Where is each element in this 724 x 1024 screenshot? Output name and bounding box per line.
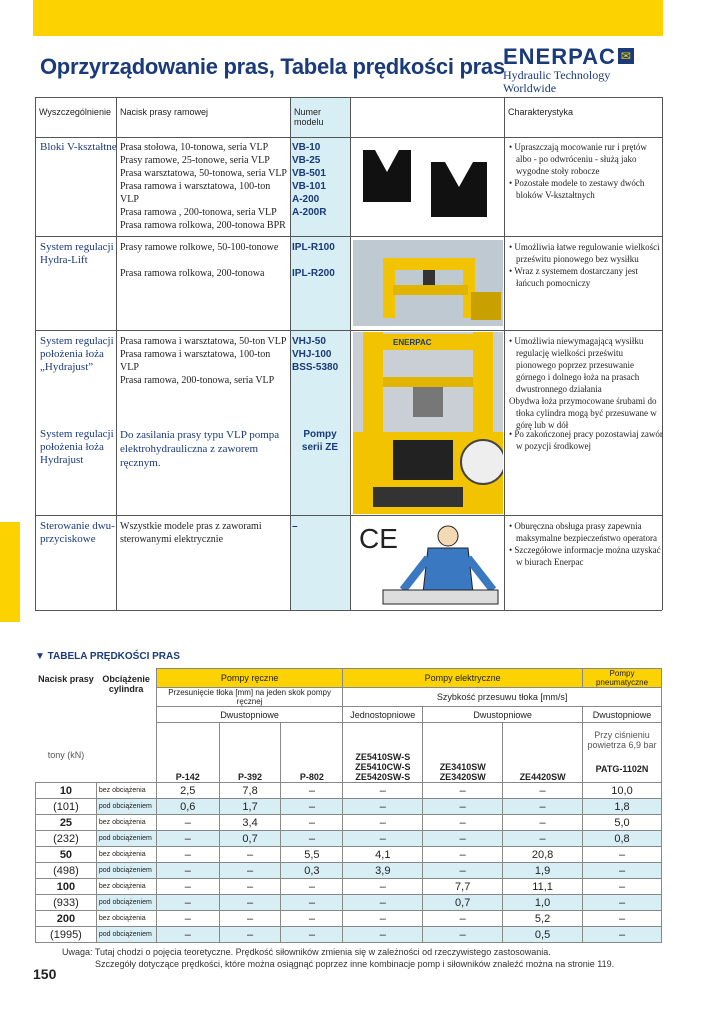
speed-value: 1,9 (503, 863, 583, 879)
table-row (36, 815, 662, 831)
header-model: Numer modelu (294, 107, 324, 127)
speed-value: – (583, 879, 662, 895)
svg-text:ENERPAC: ENERPAC (393, 338, 432, 347)
speed-value: 0,7 (423, 895, 503, 911)
notes: Uwaga: Tutaj chodzi o pojęcia teoretyczne. Prędkość siłowników zmienia się w zależności od rzeczywistego zastosowania. Szczegóły dotyczące prędkości, które można osiągnąć poprzez inne kombinacje pomp i siłowników znaleźć można na stronie 119. (62, 947, 615, 969)
speed-value: – (423, 815, 503, 831)
hydrajust-press-image (353, 332, 503, 514)
press-list: Wszystkie modele pras z zaworami sterowanymi elektrycznie (120, 521, 262, 545)
speed-value: – (583, 863, 662, 879)
model-list: – (292, 521, 298, 532)
press-tonnage: 25 (36, 815, 97, 831)
table-row (36, 927, 662, 943)
speed-value: – (156, 911, 219, 927)
table-row (36, 847, 662, 863)
speed-value: – (583, 847, 662, 863)
speed-value: 11,1 (503, 879, 583, 895)
speed-value: 1,7 (219, 799, 281, 815)
type-electric-double: Dwustopniowe (423, 707, 583, 723)
speed-value: – (219, 895, 281, 911)
group-electric: Pompy elektryczne (343, 669, 583, 688)
row-name: System regulacji położenia łoża „Hydrajust” (40, 335, 114, 373)
press-tonnage: 50 (36, 847, 97, 863)
label-no-load: bez obciążenia (96, 879, 156, 895)
speed-value: – (281, 879, 343, 895)
char-list: • Upraszczają mocowanie rur i prętów albo - po odwróceniu - służą jako wygodne stoły robocze • Pozostałe modele to zestawy dwóch bloków V-kształtnych (509, 142, 647, 200)
speed-value: – (281, 831, 343, 847)
speed-value: – (156, 927, 219, 943)
group-manual: Pompy ręczne (156, 669, 342, 688)
speed-value: – (156, 895, 219, 911)
speed-value: 0,6 (156, 799, 219, 815)
table-row (36, 863, 662, 879)
speed-value: – (423, 847, 503, 863)
press-tonnage: 200 (36, 911, 97, 927)
logo-name: ENERPAC (503, 44, 616, 69)
group-pneumatic: Pompy pneumatyczne (583, 669, 662, 688)
speed-value: 3,4 (219, 815, 281, 831)
speed-value: 2,5 (156, 783, 219, 799)
model-list: IPL-R100 IPL-R200 (292, 242, 335, 279)
press-kn: (498) (36, 863, 97, 879)
speed-value: – (583, 927, 662, 943)
press-kn: (1995) (36, 927, 97, 943)
sub-speed: Szybkość przesuwu tłoka [mm/s] (343, 688, 662, 707)
speed-value: 7,7 (423, 879, 503, 895)
speed-value: – (503, 799, 583, 815)
label-with-load: pod obciążeniem (96, 895, 156, 911)
char-list: • Po zakończonej pracy pozostawiaj zawór w pozycji środkowej (509, 429, 663, 451)
type-manual: Dwustopniowe (156, 707, 342, 723)
speed-value: – (343, 799, 423, 815)
speed-value: – (281, 815, 343, 831)
sub-manual: Przesunięcie tłoka [mm] na jeden skok pompy ręcznej (156, 688, 342, 707)
speed-value: – (156, 831, 219, 847)
speed-value: – (156, 847, 219, 863)
speed-value: – (219, 863, 281, 879)
speed-value: – (503, 783, 583, 799)
table-row (36, 895, 662, 911)
model-ze3410: ZE3410SW ZE3420SW (423, 723, 503, 783)
speed-value: 0,3 (281, 863, 343, 879)
speed-value: 5,0 (583, 815, 662, 831)
row-name: Bloki V-kształtne (40, 141, 117, 153)
speed-value: – (503, 831, 583, 847)
header-press: Nacisk prasy ramowej (120, 107, 209, 117)
speed-value: 5,5 (281, 847, 343, 863)
logo-tagline: Hydraulic Technology Worldwide (503, 68, 611, 95)
speed-value: 1,8 (583, 799, 662, 815)
hydra-lift-image (353, 240, 503, 326)
label-with-load: pod obciążeniem (96, 831, 156, 847)
row-name: Sterowanie dwu-przyciskowe (40, 520, 115, 545)
speed-value: – (343, 895, 423, 911)
type-pneumatic: Dwustopniowe (583, 707, 662, 723)
speed-value: – (423, 863, 503, 879)
speed-value: 7,8 (219, 783, 281, 799)
char-list: • Umożliwia niewymagającą wysiłku regulację wielkości prześwitu pionowego poprzez przesuwanie górnego i dolnego łoża na prasach dwustronnego działania Obydwa łoża przymocowane śrubami do tłoka cylindra mogą być przesuwane w górę lub w dół (509, 336, 657, 430)
label-no-load: bez obciążenia (96, 815, 156, 831)
label-no-load: bez obciążenia (96, 911, 156, 927)
speed-value: – (423, 831, 503, 847)
speed-value: – (423, 927, 503, 943)
speed-value: – (343, 927, 423, 943)
char-list: • Oburęczna obsługa prasy zapewnia maksymalne bezpieczeństwo operatora • Szczegółowe informacje można uzyskać w biurach Enerpac (509, 521, 661, 567)
model-list: Pompy serii ZE (301, 429, 339, 453)
char-list: • Umożliwia łatwe regulowanie wielkości prześwitu pionowego bez wysiłku • Wraz z systemem dostarczany jest łańcuch pomocniczy (509, 242, 660, 288)
press-kn: (101) (36, 799, 97, 815)
speed-value: 5,2 (503, 911, 583, 927)
model-list: VB-10 VB-25 VB-501 VB-101 A-200 A-200R (292, 142, 327, 218)
speed-value: – (583, 911, 662, 927)
speed-value: – (343, 783, 423, 799)
section-tab (0, 522, 20, 622)
speed-value: – (219, 879, 281, 895)
header-char: Charakterystyka (508, 107, 574, 117)
press-kn: (933) (36, 895, 97, 911)
speed-value: – (156, 879, 219, 895)
speed-value: – (343, 879, 423, 895)
speed-value: – (343, 815, 423, 831)
speed-value: – (583, 895, 662, 911)
v-block-image (353, 142, 503, 230)
speed-value: – (423, 911, 503, 927)
speed-value: – (343, 831, 423, 847)
row-name: System regulacji Hydra-Lift (40, 241, 114, 266)
enerpac-logo (503, 44, 663, 95)
press-list: Prasa stołowa, 10-tonowa, seria VLP Prasy ramowe, 25-tonowe, seria VLP Prasa warsztatowa, 50-tonowa, seria VLP Prasa ramowa i warsztatowa, 100-ton VLP Prasa ramowa , 200-tonowa, seria VLP Prasa ramowa rolkowa, 200-tonowa BPR (120, 142, 287, 231)
model-p142: P-142 (156, 723, 219, 783)
col-load: Obciążenie cylindra (102, 673, 150, 694)
speed-value: – (281, 911, 343, 927)
model-patg: PATG-1102N (583, 756, 662, 782)
model-ze5410: ZE5410SW-S ZE5410CW-S ZE5420SW-S (343, 723, 423, 783)
row-name: System regulacji położenia łoża Hydrajust (40, 428, 114, 466)
label-with-load: pod obciążeniem (96, 927, 156, 943)
table-row (36, 911, 662, 927)
two-hand-control-image (353, 518, 503, 608)
speed-value: 1,0 (503, 895, 583, 911)
page-number: 150 (33, 966, 57, 982)
model-p802: P-802 (281, 723, 343, 783)
speed-table-title: ▼ TABELA PRĘDKOŚCI PRAS (35, 651, 180, 662)
speed-table (35, 668, 662, 943)
speed-value: 20,8 (503, 847, 583, 863)
label-with-load: pod obciążeniem (96, 863, 156, 879)
label-with-load: pod obciążeniem (96, 799, 156, 815)
speed-value: – (503, 815, 583, 831)
table-row (36, 831, 662, 847)
model-ze4420: ZE4420SW (503, 723, 583, 783)
speed-value: – (156, 863, 219, 879)
model-list: VHJ-50 VHJ-100 BSS-5380 (292, 336, 339, 373)
page-title: Oprzyrządowanie pras, Tabela prędkości pras (40, 54, 505, 79)
speed-value: – (281, 895, 343, 911)
speed-value: 10,0 (583, 783, 662, 799)
press-kn: (232) (36, 831, 97, 847)
speed-value: 0,5 (503, 927, 583, 943)
speed-value: 4,1 (343, 847, 423, 863)
header-feature: Wyszczególnienie (39, 107, 111, 117)
speed-value: – (156, 815, 219, 831)
label-no-load: bez obciążenia (96, 847, 156, 863)
speed-value: – (343, 911, 423, 927)
table-row (36, 879, 662, 895)
type-single: Jednostopniowe (343, 707, 423, 723)
model-p392: P-392 (219, 723, 281, 783)
speed-value: – (423, 799, 503, 815)
press-tonnage: 100 (36, 879, 97, 895)
speed-value: – (281, 799, 343, 815)
press-tonnage: 10 (36, 783, 97, 799)
speed-value: – (219, 911, 281, 927)
top-color-bar (33, 0, 663, 36)
press-list: Prasy ramowe rolkowe, 50-100-tonowe Prasa ramowa rolkowa, 200-tonowa (120, 242, 279, 279)
col-press: Nacisk prasy tony (kN) (38, 673, 94, 760)
ce-mark-icon: CE (359, 523, 398, 554)
press-list: Prasa ramowa i warsztatowa, 50-ton VLP Prasa ramowa i warsztatowa, 100-ton VLP Prasa ramowa, 200-tonowa, seria VLP (120, 336, 287, 386)
table-row (36, 783, 662, 799)
speed-value: – (219, 927, 281, 943)
speed-value: 0,7 (219, 831, 281, 847)
speed-value: 0,8 (583, 831, 662, 847)
speed-value: – (281, 927, 343, 943)
pneu-note: Przy ciśnieniu powietrza 6,9 bar (583, 723, 662, 757)
table-row (36, 799, 662, 815)
speed-value: 3,9 (343, 863, 423, 879)
speed-value: – (423, 783, 503, 799)
speed-value: – (281, 783, 343, 799)
label-no-load: bez obciążenia (96, 783, 156, 799)
logo-mark-icon: ✉ (618, 48, 634, 64)
speed-value: – (219, 847, 281, 863)
press-list: Do zasilania prasy typu VLP pompa elektrohydrauliczna z zaworem ręcznym. (120, 429, 280, 469)
